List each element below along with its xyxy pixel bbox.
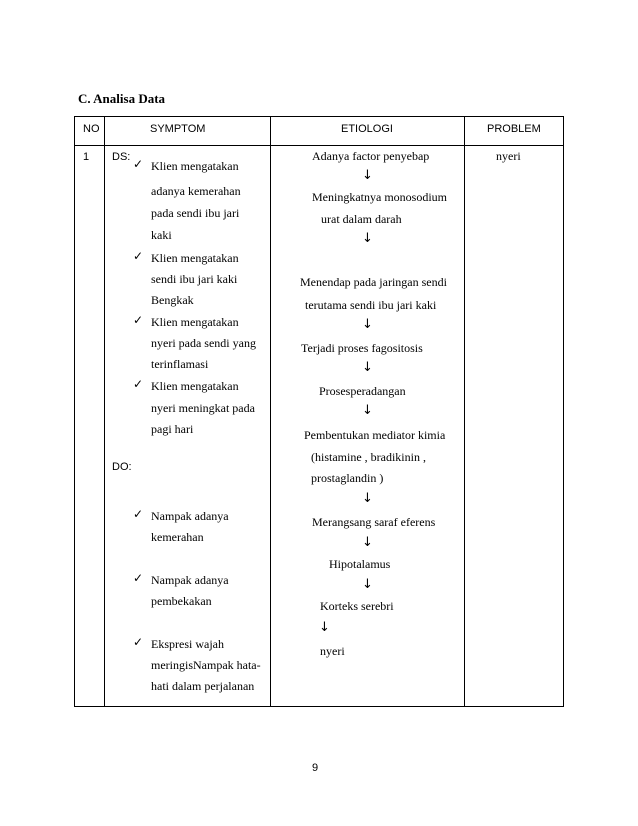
down-arrow-icon: ↓ (362, 317, 373, 332)
etiologi-step: Hipotalamus (329, 557, 391, 571)
down-arrow-icon: ↓ (362, 231, 373, 246)
down-arrow-icon: ↓ (362, 535, 373, 550)
down-arrow-icon: ↓ (362, 577, 373, 592)
column-divider (464, 117, 465, 706)
etiologi-step: terutama sendi ibu jari kaki (305, 298, 437, 312)
check-icon: ✓ (133, 635, 144, 649)
header-symptom: SYMPTOM (150, 123, 206, 135)
down-arrow-icon: ↓ (362, 360, 373, 375)
ds-item-line: Klien mengatakan (151, 315, 239, 329)
etiologi-step: Merangsang saraf eferens (312, 515, 436, 529)
do-item-line: pembekakan (151, 594, 212, 608)
check-icon: ✓ (133, 313, 144, 327)
ds-item-line: pada sendi ibu jari (151, 206, 240, 220)
header-etiologi: ETIOLOGI (341, 123, 393, 135)
ds-item-line: terinflamasi (151, 357, 209, 371)
etiologi-step: Terjadi proses fagositosis (301, 341, 423, 355)
ds-item-line: adanya kemerahan (151, 184, 241, 198)
ds-item-line: nyeri meningkat pada (151, 401, 255, 415)
page-number: 9 (312, 762, 319, 774)
etiologi-step: Korteks serebri (320, 599, 394, 613)
ds-item-line: Bengkak (151, 293, 194, 307)
column-divider (270, 117, 271, 706)
row-number: 1 (83, 151, 90, 163)
do-item-line: hati dalam perjalanan (151, 679, 255, 693)
ds-item-line: sendi ibu jari kaki (151, 272, 238, 286)
check-icon: ✓ (133, 571, 144, 585)
ds-label: DS: (112, 151, 131, 163)
header-no: NO (83, 123, 100, 135)
ds-item-line: kaki (151, 228, 172, 242)
down-arrow-icon: ↓ (362, 491, 373, 506)
check-icon: ✓ (133, 249, 144, 263)
etiologi-step: Meningkatnya monosodium (312, 190, 447, 204)
etiologi-step: prostaglandin ) (311, 471, 384, 485)
ds-item-line: Klien mengatakan (151, 251, 239, 265)
analysis-table (74, 116, 564, 707)
down-arrow-icon: ↓ (362, 168, 373, 183)
etiologi-step: nyeri (320, 644, 345, 658)
down-arrow-icon: ↓ (362, 403, 373, 418)
ds-item-line: pagi hari (151, 422, 194, 436)
ds-item-line: Klien mengatakan (151, 159, 239, 173)
etiologi-step: Pembentukan mediator kimia (304, 428, 446, 442)
do-item-line: Nampak adanya (151, 573, 229, 587)
etiologi-step: Menendap pada jaringan sendi (300, 275, 447, 289)
check-icon: ✓ (133, 507, 144, 521)
down-arrow-icon: ↓ (319, 620, 330, 635)
etiologi-step: Prosesperadangan (319, 384, 406, 398)
section-heading: C. Analisa Data (78, 91, 166, 106)
etiologi-step: urat dalam darah (321, 212, 402, 226)
do-item-line: kemerahan (151, 530, 204, 544)
header-divider (75, 145, 563, 146)
etiologi-step: (histamine , bradikinin , (311, 450, 426, 464)
ds-item-line: Klien mengatakan (151, 379, 239, 393)
do-label: DO: (112, 461, 132, 473)
do-item-line: Nampak adanya (151, 509, 229, 523)
etiologi-step: Adanya factor penyebap (312, 149, 430, 163)
ds-item-line: nyeri pada sendi yang (151, 336, 256, 350)
check-icon: ✓ (133, 377, 144, 391)
do-item-line: meringisNampak hata- (151, 658, 261, 672)
column-divider (104, 117, 105, 706)
check-icon: ✓ (133, 157, 144, 171)
header-problem: PROBLEM (487, 123, 541, 135)
problem-value: nyeri (496, 149, 521, 163)
do-item-line: Ekspresi wajah (151, 637, 224, 651)
